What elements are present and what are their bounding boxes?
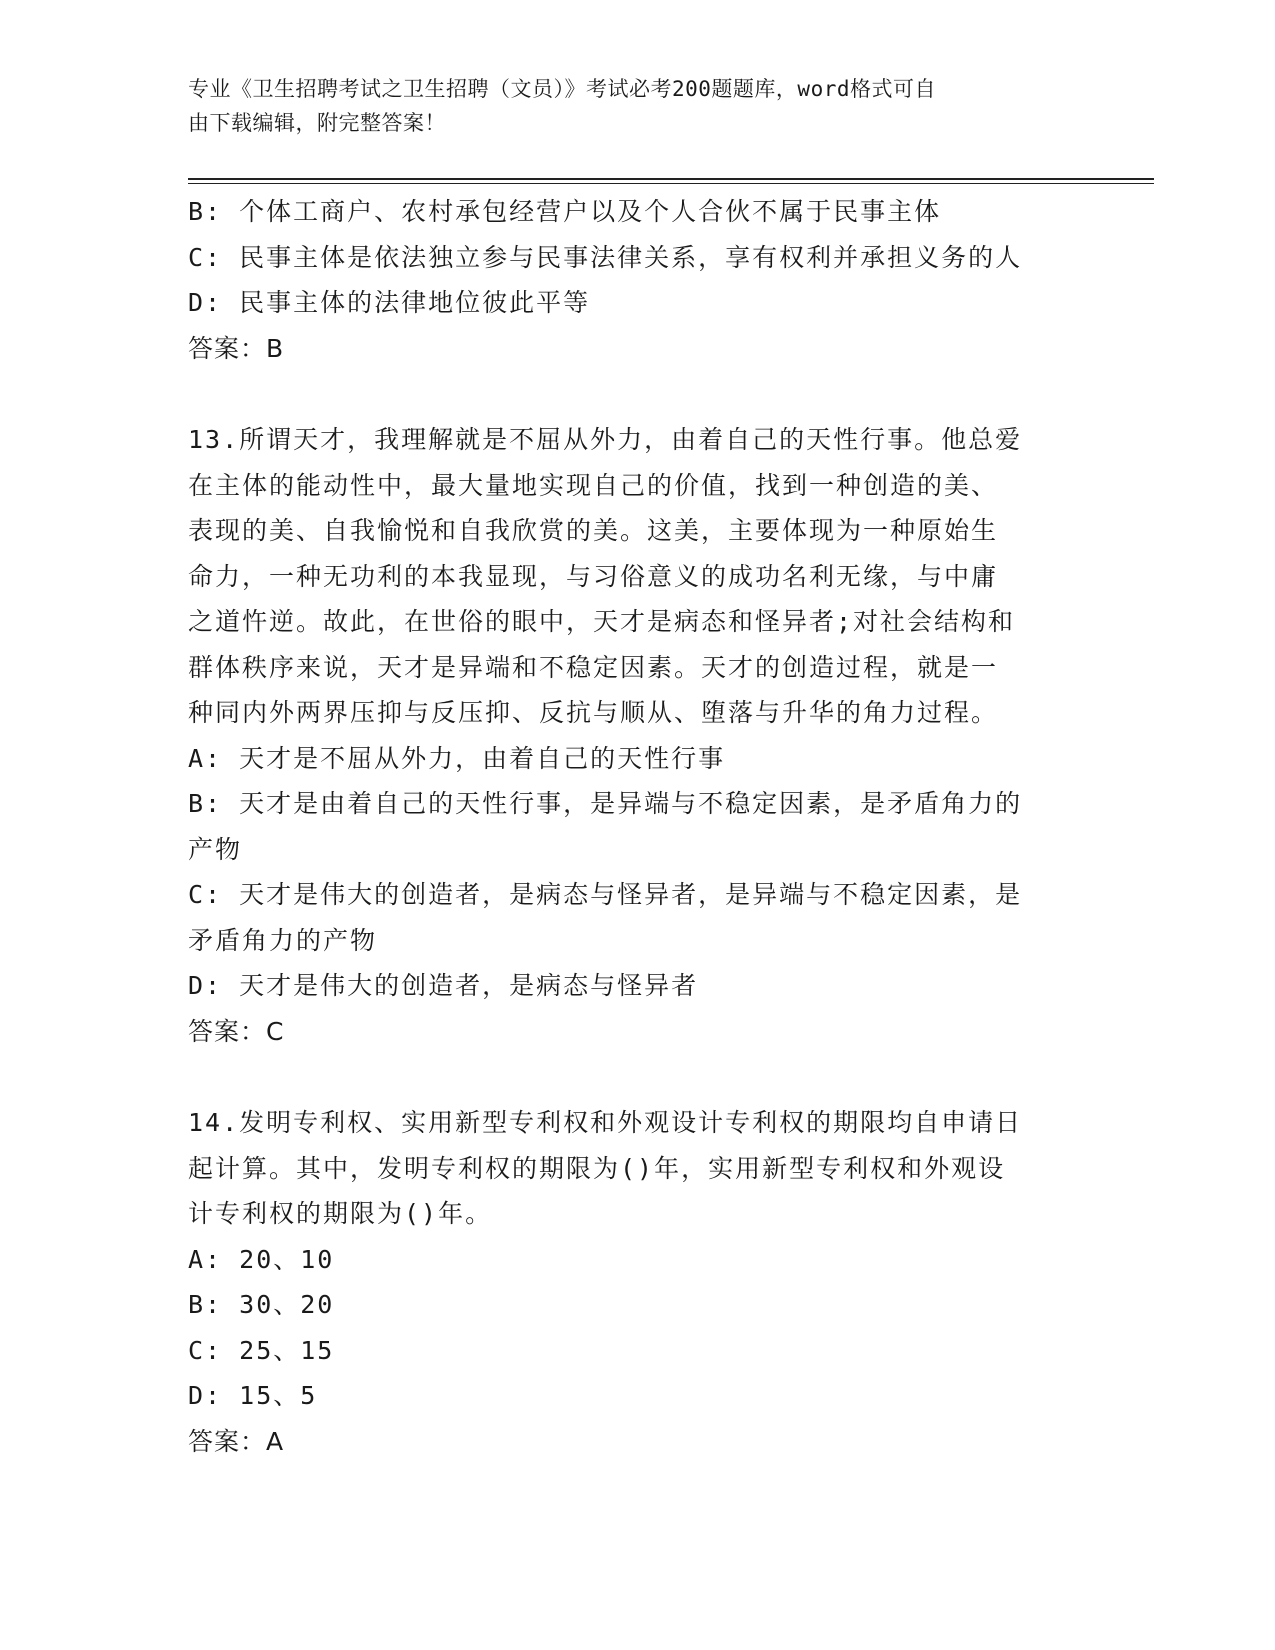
q12-answer: 答案：B: [188, 333, 285, 363]
q13-option-c-line: 矛盾角力的产物: [188, 925, 378, 955]
q13-stem-line: 在主体的能动性中，最大量地实现自己的价值，找到一种创造的美、: [188, 470, 999, 500]
q14-option-c: C: 25、15: [188, 1335, 335, 1365]
q13-stem-line: 13.所谓天才，我理解就是不屈从外力，由着自己的天性行事。他总爱: [188, 425, 1023, 454]
q13-stem-line: 群体秩序来说，天才是异端和不稳定因素。天才的创造过程，就是一: [188, 652, 999, 682]
header-divider-thick: [188, 178, 1154, 180]
spacer: [188, 1054, 1088, 1100]
q12-option-c: C: 民事主体是依法独立参与民事法律关系，享有权利并承担义务的人: [188, 242, 1023, 272]
q14-stem-line: 计专利权的期限为()年。: [188, 1199, 493, 1228]
header-line-1: 专业《卫生招聘考试之卫生招聘（文员）》考试必考200题题库，word格式可自: [188, 77, 936, 101]
q14-stem-line: 起计算。其中，发明专利权的期限为()年，实用新型专利权和外观设: [188, 1153, 1006, 1183]
q13-stem-line: 命力，一种无功利的本我显现，与习俗意义的成功名利无缘，与中庸: [188, 561, 999, 591]
q13-stem-line: 表现的美、自我愉悦和自我欣赏的美。这美，主要体现为一种原始生: [188, 516, 999, 545]
spacer: [188, 371, 1088, 417]
q13-option-b-line: 产物: [188, 834, 243, 864]
q12-option-d: D: 民事主体的法律地位彼此平等: [188, 288, 591, 317]
question-12: [188, 189, 1088, 371]
header-divider-thin: [188, 183, 1154, 184]
question-13: [188, 417, 1088, 1054]
document-body: [188, 189, 1088, 1464]
q14-option-d: D: 15、5: [188, 1381, 318, 1410]
q14-option-a: A: 20、10: [188, 1244, 335, 1274]
q13-option-c-line: C: 天才是伟大的创造者，是病态与怪异者，是异端与不稳定因素，是: [188, 880, 1023, 909]
q13-stem-line: 之道忤逆。故此，在世俗的眼中，天才是病态和怪异者;对社会结构和: [188, 607, 1016, 636]
q14-option-b: B: 30、20: [188, 1290, 335, 1319]
q13-answer: 答案：C: [188, 1016, 285, 1046]
q14-answer: 答案：A: [188, 1426, 285, 1456]
q13-option-d: D: 天才是伟大的创造者，是病态与怪异者: [188, 971, 699, 1000]
q13-stem-line: 种同内外两界压抑与反压抑、反抗与顺从、堕落与升华的角力过程。: [188, 698, 999, 727]
question-14: [188, 1100, 1088, 1464]
document-header: [188, 72, 1068, 140]
q13-option-b-line: B: 天才是由着自己的天性行事，是异端与不稳定因素，是矛盾角力的: [188, 789, 1023, 818]
q12-option-b: B: 个体工商户、农村承包经营户以及个人合伙不属于民事主体: [188, 197, 942, 226]
q13-option-a: A: 天才是不屈从外力，由着自己的天性行事: [188, 743, 726, 773]
header-line-2: 由下载编辑，附完整答案！: [188, 111, 446, 135]
q14-stem-line: 14.发明专利权、实用新型专利权和外观设计专利权的期限均自申请日: [188, 1108, 1023, 1137]
